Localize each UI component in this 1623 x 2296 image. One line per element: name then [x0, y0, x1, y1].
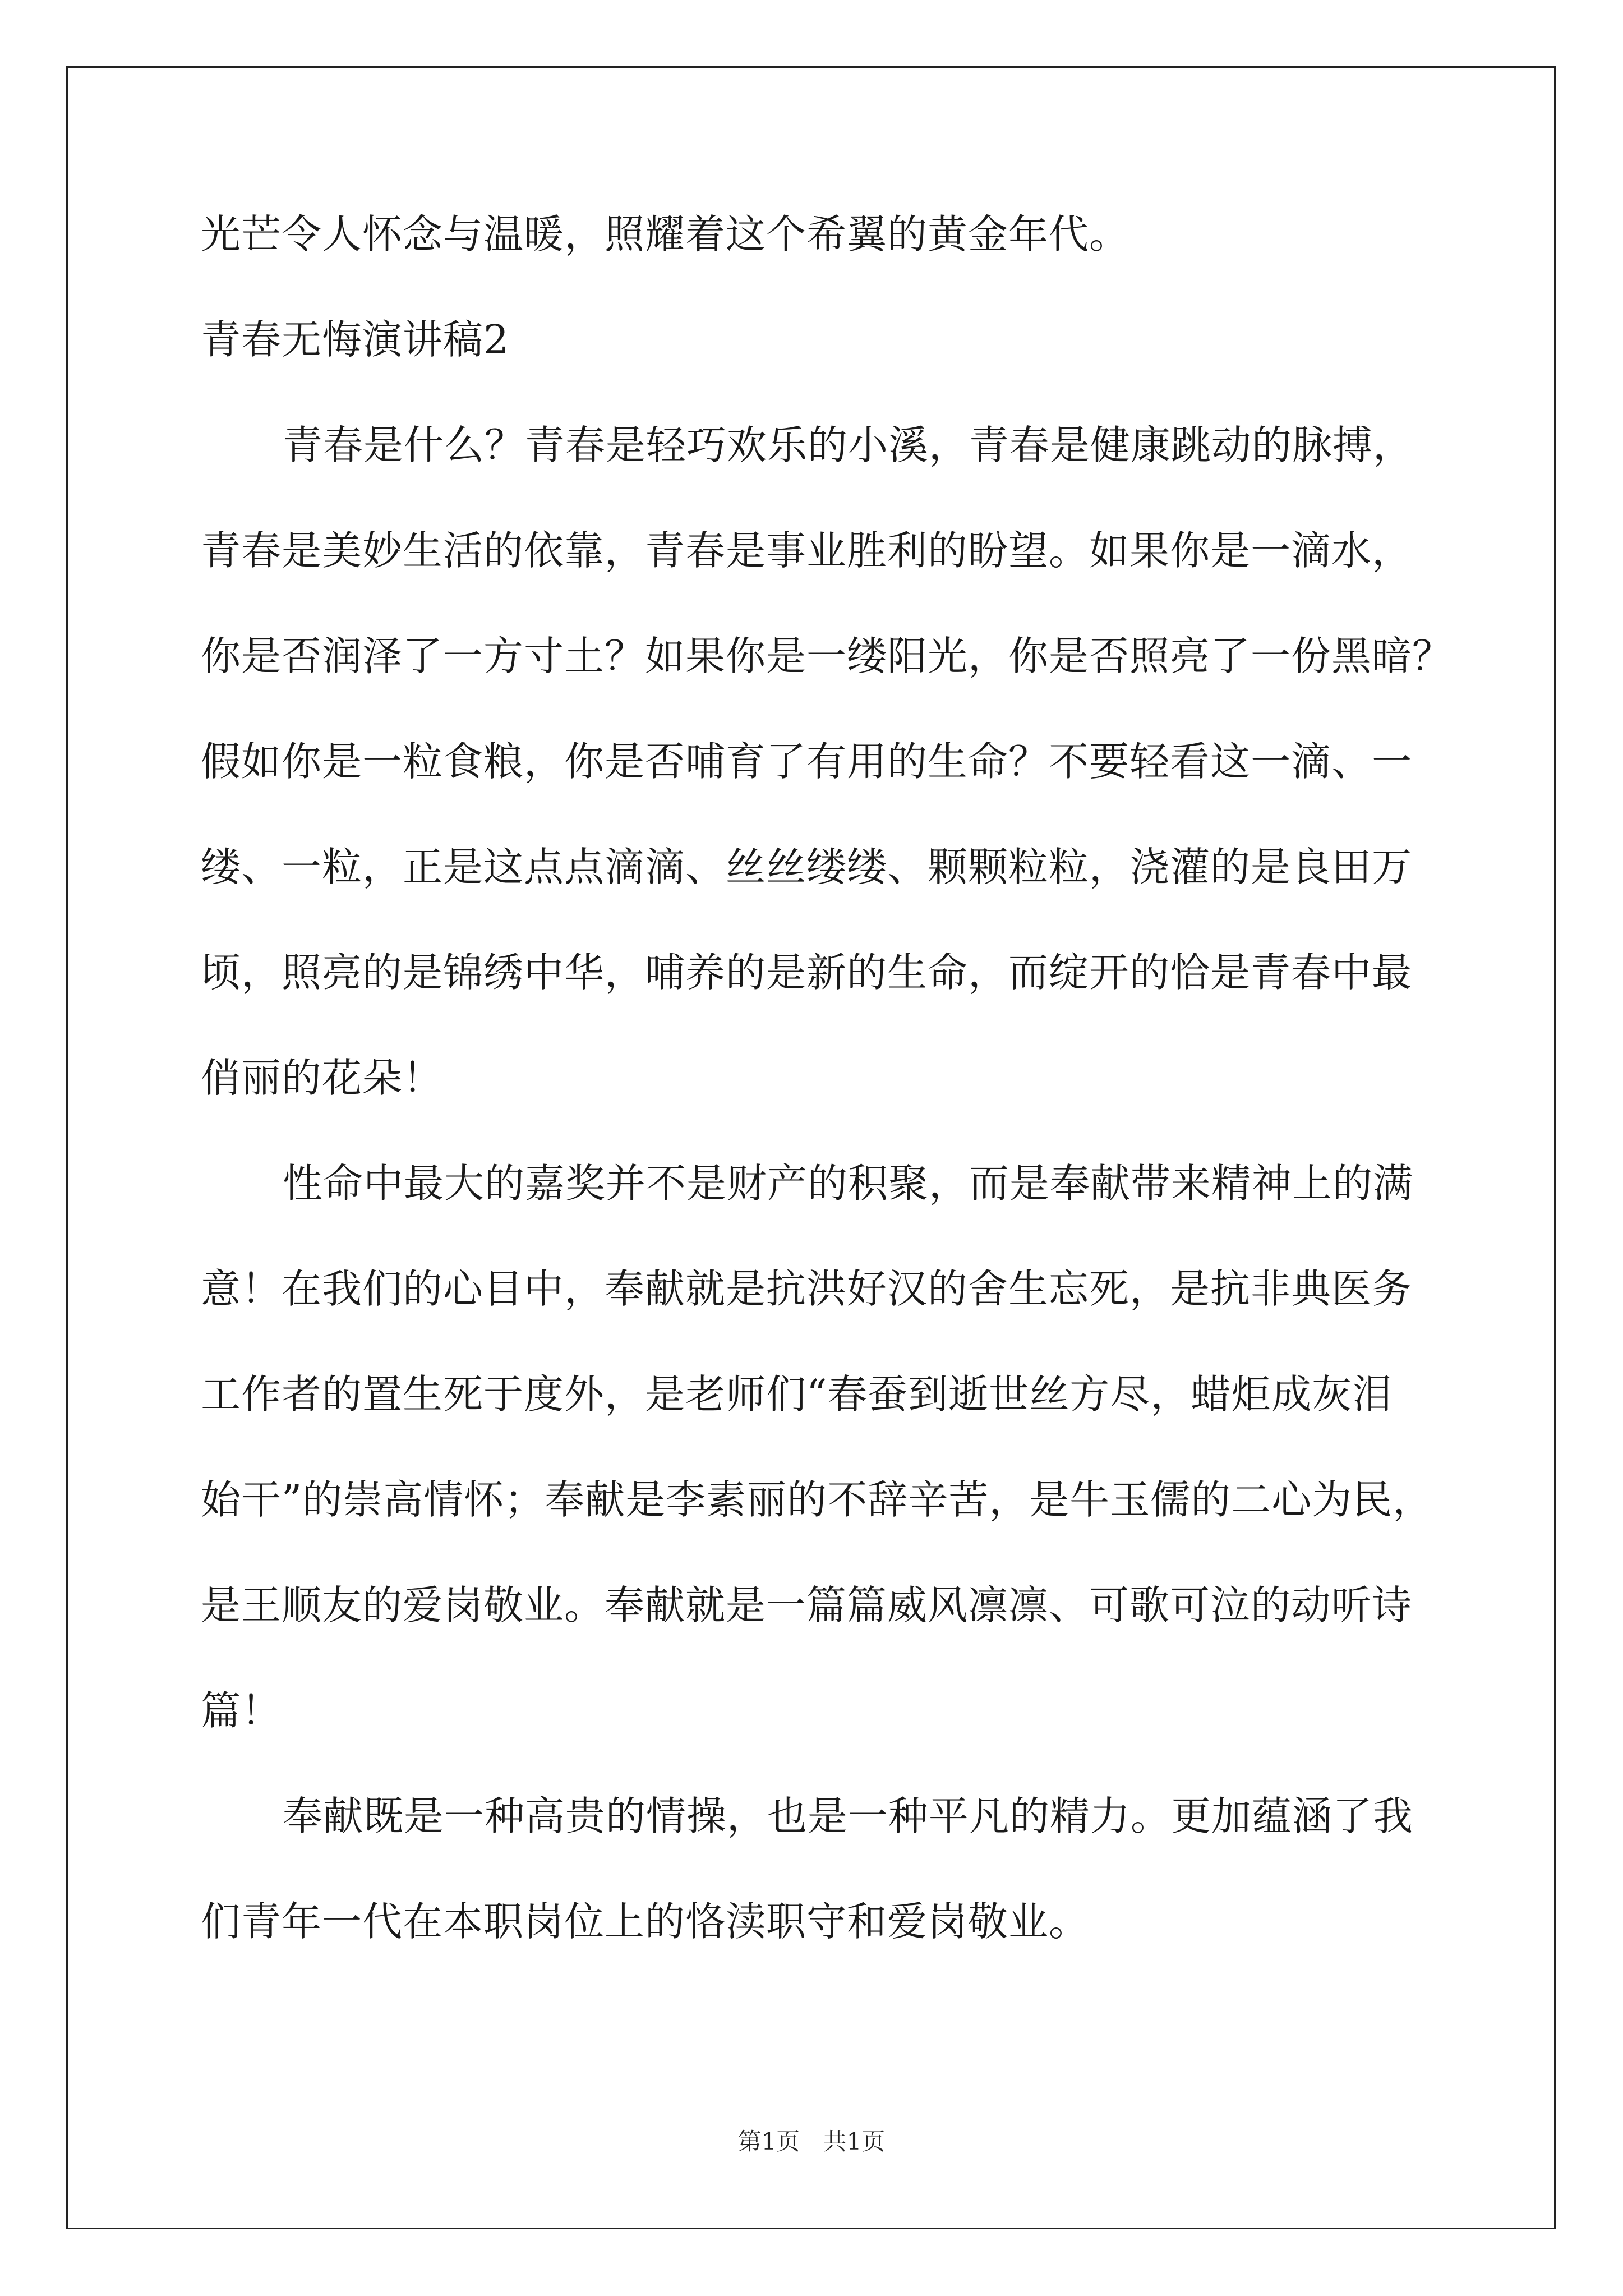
page-number-total: 共1页 — [823, 2128, 886, 2155]
paragraph-line: 光芒令人怀念与温暖，照耀着这个希翼的黄金年代。 — [201, 211, 1130, 257]
paragraph-line: 意！在我们的心目中，奉献就是抗洪好汉的舍生忘死，是抗非典医务 — [201, 1266, 1413, 1312]
paragraph-line: 青春是什么？青春是轻巧欢乐的小溪，青春是健康跳动的脉搏， — [283, 422, 1414, 468]
paragraph-line: 性命中最大的嘉奖并不是财产的积聚，而是奉献带来精神上的满 — [283, 1160, 1414, 1207]
paragraph-line: 奉献既是一种高贵的情操，也是一种平凡的精力。更加蕴涵了我 — [283, 1793, 1414, 1839]
paragraph-line: 缕、一粒，正是这点点滴滴、丝丝缕缕、颗颗粒粒，浇灌的是良田万 — [201, 844, 1413, 890]
page-footer — [0, 2126, 1623, 2157]
paragraph-line: 顷，照亮的是锦绣中华，哺养的是新的生命，而绽开的恰是青春中最 — [201, 949, 1413, 996]
paragraph-line: 俏丽的花朵！ — [201, 1055, 444, 1101]
paragraph-line: 工作者的置生死于度外，是老师们“春蚕到逝世丝方尽，蜡炬成灰泪 — [201, 1371, 1393, 1418]
document-body — [201, 208, 1468, 1948]
paragraph-line: 青春是美妙生活的依靠，青春是事业胜利的盼望。如果你是一滴水， — [201, 527, 1413, 574]
page-number-current: 第1页 — [737, 2128, 800, 2155]
section-heading: 青春无悔演讲稿2 — [201, 316, 510, 363]
paragraph-line: 始干”的崇高情怀；奉献是李素丽的不辞辛苦，是牛玉儒的二心为民， — [201, 1476, 1433, 1523]
paragraph-line: 是王顺友的爱岗敬业。奉献就是一篇篇威风凛凛、可歌可泣的动听诗 — [201, 1582, 1413, 1628]
paragraph-line: 们青年一代在本职岗位上的恪渎职守和爱岗敬业。 — [201, 1898, 1090, 1945]
paragraph-line: 假如你是一粒食粮，你是否哺育了有用的生命？不要轻看这一滴、一 — [201, 738, 1413, 785]
paragraph-line: 你是否润泽了一方寸土？如果你是一缕阳光，你是否照亮了一份黑暗？ — [201, 633, 1453, 679]
paragraph-line: 篇！ — [201, 1687, 282, 1734]
